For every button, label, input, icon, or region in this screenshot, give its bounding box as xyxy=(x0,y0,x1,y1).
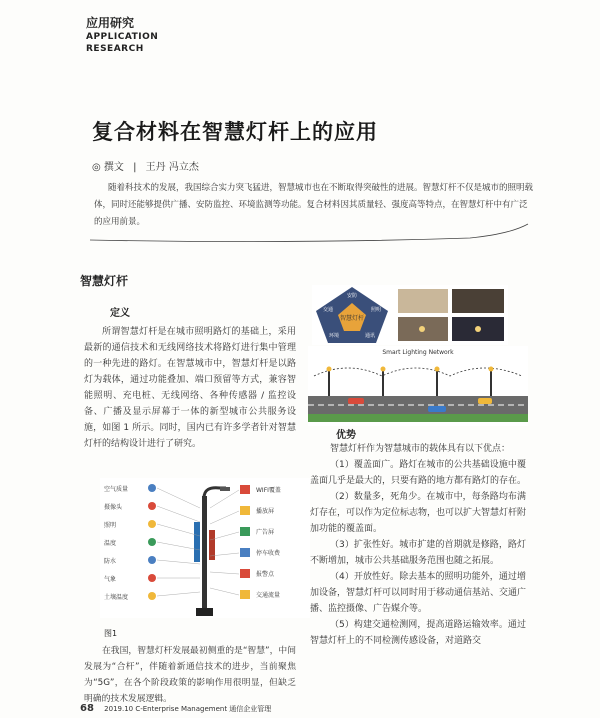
advantage-item: （3）扩张性好。城市扩建的首期就是修路，路灯不断增加，城市公共基础服务范围也随之拓展。 xyxy=(310,540,526,566)
road-verge xyxy=(308,414,528,422)
sensor-icon xyxy=(148,556,156,564)
sub-heading-definition: 定义 xyxy=(110,308,130,319)
feature-icon xyxy=(240,590,250,599)
lamp-icon xyxy=(435,367,440,372)
advantage-item: （1）覆盖面广。路灯在城市的公共基础设施中覆盖面几乎是最大的，只要有路的地方都有路灯的存在。 xyxy=(310,460,527,486)
figure-1-left-label: 照明 xyxy=(104,522,117,529)
pentagon-center-label: 智慧灯杆 xyxy=(339,315,365,322)
section-label-en-line1: APPLICATION xyxy=(86,32,159,42)
figure-1-right-label: 播放屏 xyxy=(256,508,275,515)
lamp-icon xyxy=(489,367,494,372)
car xyxy=(478,398,492,404)
page-number: 68 xyxy=(80,703,94,714)
byline-separator: | xyxy=(133,162,137,173)
feature-icon xyxy=(240,548,250,557)
advantage-item: （5）构建交通检测网，提高道路运输效率。通过智慧灯杆上的不同检测传感设备，对道路交 xyxy=(310,620,526,646)
development-paragraph: 在我国，智慧灯杆发展最初侧重的是“智慧”，中间发展为“合杆”，伴随着新通信技术的进步，当前聚焦为“5G”，在各个阶段政策的影响作用很明显，但缺乏明确的技术发展逻辑。 xyxy=(84,646,296,704)
road-pole xyxy=(490,370,492,396)
footer-text: 2019.10 C-Enterprise Management 通信企业管理 xyxy=(104,705,272,713)
feature-icon xyxy=(240,485,250,494)
byline xyxy=(92,158,199,173)
road-pole xyxy=(328,370,330,396)
figure-1-left-label: 土壤温度 xyxy=(104,594,129,601)
section-label-en xyxy=(86,31,158,55)
section-label: 应用研究 xyxy=(86,16,135,30)
lamp-icon xyxy=(381,367,386,372)
figure-1-right-label: 停车收费 xyxy=(256,550,281,557)
pole-shaft xyxy=(202,496,207,614)
section-heading-smart-pole: 智慧灯杆 xyxy=(80,274,129,288)
author-names: 王丹 冯立杰 xyxy=(145,162,199,173)
figure-1-caption: 图1 xyxy=(104,629,118,638)
figure-1-right-label: 交通流量 xyxy=(256,592,281,599)
sensor-icon xyxy=(148,574,156,582)
pole-display-screen xyxy=(194,522,200,562)
definition-paragraph: 所谓智慧灯杆是在城市照明路灯的基础上，采用最新的通信技术和无线网络技术将路灯进行集中管理的一种先进的路灯。在智慧城市中，智慧灯杆是以路灯为载体，通过功能叠加、端口预留等方式，兼容智能照明、充电桩、无线网络、各种传感器 / 监控设备、广播及显示屏幕于一体的新型城市公共服务设施，如图 1 所示。同时，国内已有许多学者针对智慧灯杆的结构设计进行了研究。 xyxy=(84,327,296,449)
figure-1-left-label: 防水 xyxy=(104,558,117,565)
pentagon-ring-label: 交通 xyxy=(322,307,334,313)
advantages-text xyxy=(310,441,526,649)
advantages-intro: 智慧灯杆作为智慧城市的载体具有以下优点： xyxy=(330,444,511,454)
sensor-icon xyxy=(148,538,156,546)
sensor-icon xyxy=(148,592,156,600)
car xyxy=(428,406,446,412)
feature-icon xyxy=(240,506,250,515)
figure-1-smart-pole-diagram xyxy=(100,478,310,618)
pole-base xyxy=(196,608,213,616)
figure-1-left-label: 气象 xyxy=(104,576,117,583)
road-pole xyxy=(436,370,438,396)
abstract: 随着科技术的发展，我国综合实力突飞猛进，智慧城市也在不断取得突破性的进展。智慧灯杆不仅是城市的照明载体，同时还能够提供广播、安防监控、环境监测等功能。复合材料因其质量轻、强度高等特点，在智慧灯杆中有广泛的应用前景。 xyxy=(94,183,534,227)
figure-1-right-label: WIFI覆盖 xyxy=(256,487,281,494)
advantage-item: （4）开放性好。除去基本的照明功能外，通过增加设备，智慧灯杆可以同时用于移动通信基站、交通广播、监控摄像、广告媒介等。 xyxy=(310,572,527,614)
feature-icon xyxy=(240,569,250,578)
article-title: 复合材料在智慧灯杆上的应用 xyxy=(92,120,378,144)
photo-street xyxy=(398,289,448,313)
section-label-en-line2: RESEARCH xyxy=(86,44,144,54)
advantage-item: （2）数量多，死角少。在城市中，每条路均布满灯存在，可以作为定位标志物，也可以扩大智慧灯杆附加功能的覆盖面。 xyxy=(310,492,527,534)
pentagon-ring-label: 通讯 xyxy=(364,333,376,339)
decorative-curve xyxy=(90,222,530,252)
lamp-icon xyxy=(327,367,332,372)
lamp-head xyxy=(220,487,230,491)
sub-heading-advantages: 优势 xyxy=(336,430,356,441)
sensor-icon xyxy=(148,502,156,510)
figure-1-left-label: 空气质量 xyxy=(104,486,129,493)
figure-road-network xyxy=(308,346,528,426)
road-figure-title: Smart Lighting Network xyxy=(382,349,454,356)
byline-prefix: ◎ 撰文 xyxy=(92,162,124,173)
sensor-icon xyxy=(148,520,156,528)
pentagon-ring-label: 照明 xyxy=(370,307,382,313)
car xyxy=(348,398,364,404)
feature-icon xyxy=(240,527,250,536)
pentagon-ring-label: 安防 xyxy=(346,293,358,299)
sensor-icon xyxy=(148,484,156,492)
figure-1-left-label: 温度 xyxy=(104,540,117,547)
figure-1-left-label: 摄像头 xyxy=(104,504,123,511)
photo-control-room xyxy=(452,289,504,313)
figure-1-right-label: 广告屏 xyxy=(256,529,275,536)
figure-smart-pole-functions xyxy=(312,285,508,345)
page-footer xyxy=(80,703,271,714)
pentagon-ring-label: 环境 xyxy=(328,333,340,339)
road-pole xyxy=(382,370,384,396)
figure-1-right-label: 报警点 xyxy=(256,571,275,578)
